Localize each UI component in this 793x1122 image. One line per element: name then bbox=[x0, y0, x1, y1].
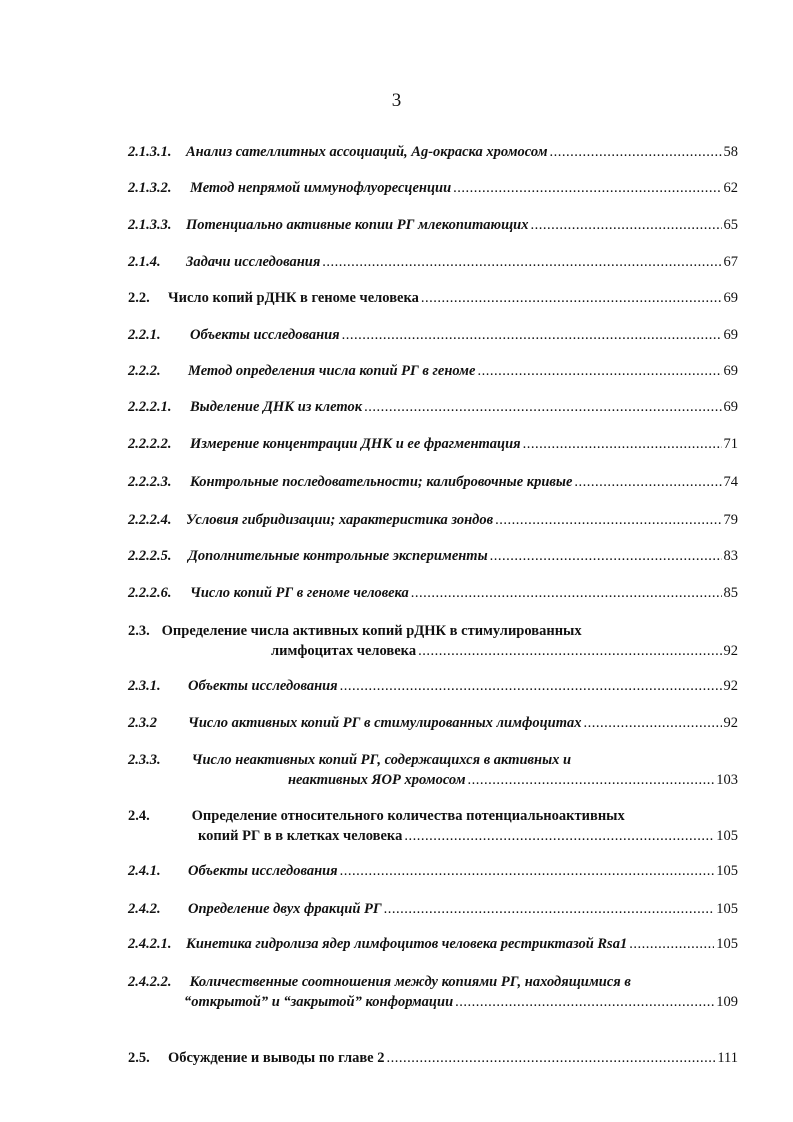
toc-entry-number: 2.4.2.2. bbox=[128, 974, 172, 990]
toc-entry-page: 105 bbox=[716, 901, 738, 917]
toc-entry-title: Объекты исследования bbox=[188, 678, 338, 694]
toc-leader-dots bbox=[523, 434, 722, 454]
toc-entry-2-3-2[interactable] bbox=[128, 713, 738, 733]
toc-entry-2-1-3-2[interactable] bbox=[128, 178, 738, 198]
toc-entry-2-2-2-1[interactable] bbox=[128, 397, 738, 417]
toc-leader-dots bbox=[364, 397, 721, 417]
toc-entry-2-4-1[interactable] bbox=[128, 861, 738, 881]
toc-entry-2-3[interactable] bbox=[128, 621, 738, 661]
toc-entry-page: 69 bbox=[723, 327, 738, 343]
toc-entry-number: 2.2.2.6. bbox=[128, 585, 172, 601]
toc-entry-page: 83 bbox=[723, 548, 738, 564]
toc-entry-title: Объекты исследования bbox=[188, 863, 338, 879]
toc-entry-page: 62 bbox=[723, 180, 738, 196]
toc-leader-dots bbox=[455, 992, 714, 1012]
toc-leader-dots bbox=[490, 546, 722, 566]
toc-entry-page: 85 bbox=[723, 585, 738, 601]
toc-leader-dots bbox=[411, 583, 722, 603]
toc-entry-page: 79 bbox=[723, 512, 738, 528]
toc-entry-title-line1: Определение относительного количества потенциальноактивных bbox=[191, 808, 625, 824]
toc-entry-title: Анализ сателлитных ассоциаций, Ag-окраска хромосом bbox=[186, 144, 548, 160]
toc-entry-page: 103 bbox=[716, 772, 738, 788]
toc-entry-2-5[interactable] bbox=[128, 1048, 738, 1068]
toc-entry-number: 2.2.2.4. bbox=[128, 512, 172, 528]
toc-entry-number: 2.2. bbox=[128, 290, 150, 306]
toc-entry-page: 69 bbox=[723, 290, 738, 306]
toc-leader-dots bbox=[342, 325, 722, 345]
toc-entry-page: 67 bbox=[723, 254, 738, 270]
toc-leader-dots bbox=[495, 510, 721, 530]
toc-entry-title-line1: Количественные соотношения между копиями РГ, находящимися в bbox=[189, 974, 631, 990]
toc-entry-number: 2.2.2.3. bbox=[128, 474, 172, 490]
toc-leader-dots bbox=[322, 252, 721, 272]
toc-entry-number: 2.2.2.2. bbox=[128, 436, 172, 452]
toc-entry-page: 71 bbox=[723, 436, 738, 452]
toc-leader-dots bbox=[468, 770, 715, 790]
toc-entry-page: 92 bbox=[723, 715, 738, 731]
toc-entry-page: 105 bbox=[716, 863, 738, 879]
toc-leader-dots bbox=[574, 472, 721, 492]
toc-entry-title: Число копий РГ в геноме человека bbox=[190, 585, 409, 601]
toc-entry-2-4-2-2[interactable] bbox=[128, 972, 738, 1012]
toc-entry-title: Метод определения числа копий РГ в геноме bbox=[188, 363, 476, 379]
toc-entry-2-4[interactable] bbox=[128, 806, 738, 846]
toc-entry-page: 58 bbox=[723, 144, 738, 160]
toc-entry-2-1-3-1[interactable] bbox=[128, 142, 738, 162]
toc-entry-title: Дополнительные контрольные эксперименты bbox=[188, 548, 488, 564]
toc-entry-2-4-2-1[interactable] bbox=[128, 934, 738, 954]
toc-entry-2-3-3[interactable] bbox=[128, 750, 738, 790]
toc-entry-number: 2.1.3.3. bbox=[128, 217, 172, 233]
toc-leader-dots bbox=[386, 1048, 715, 1068]
toc-entry-2-2-2-3[interactable] bbox=[128, 472, 738, 492]
toc-entry-page: 69 bbox=[723, 363, 738, 379]
toc-entry-page: 74 bbox=[723, 474, 738, 490]
toc-leader-dots bbox=[384, 899, 715, 919]
toc-entry-page: 111 bbox=[717, 1050, 738, 1066]
toc-entry-number: 2.2.1. bbox=[128, 327, 161, 343]
toc-leader-dots bbox=[584, 713, 722, 733]
toc-entry-title: Число копий рДНК в геноме человека bbox=[168, 290, 419, 306]
toc-entry-title: копий РГ в в клетках человека bbox=[198, 828, 403, 844]
toc-entry-number: 2.1.3.1. bbox=[128, 144, 172, 160]
toc-leader-dots bbox=[418, 641, 721, 661]
toc-entry-2-2-2-5[interactable] bbox=[128, 546, 738, 566]
toc-entry-title: “открытой” и “закрытой” конформации bbox=[184, 994, 454, 1010]
toc-entry-page: 92 bbox=[723, 643, 738, 659]
toc-entry-title: Потенциально активные копии РГ млекопитающих bbox=[186, 217, 529, 233]
toc-entry-number: 2.3. bbox=[128, 623, 150, 639]
toc-entry-number: 2.2.2.1. bbox=[128, 399, 172, 415]
toc-entry-2-2-2[interactable] bbox=[128, 361, 738, 381]
toc-entry-title: Задачи исследования bbox=[186, 254, 321, 270]
toc-entry-title: Выделение ДНК из клеток bbox=[190, 399, 363, 415]
toc-entry-2-2-2-2[interactable] bbox=[128, 434, 738, 454]
toc-entry-number: 2.2.2. bbox=[128, 363, 161, 379]
toc-entry-number: 2.2.2.5. bbox=[128, 548, 172, 564]
toc-entry-2-2-1[interactable] bbox=[128, 325, 738, 345]
toc-entry-number: 2.3.1. bbox=[128, 678, 161, 694]
toc-leader-dots bbox=[629, 934, 714, 954]
toc-entry-title: Определение двух фракций РГ bbox=[188, 901, 382, 917]
toc-entry-number: 2.3.2 bbox=[128, 715, 157, 731]
toc-entry-number: 2.1.3.2. bbox=[128, 180, 172, 196]
toc-entry-2-3-1[interactable] bbox=[128, 676, 738, 696]
toc-leader-dots bbox=[421, 288, 722, 308]
toc-leader-dots bbox=[453, 178, 721, 198]
toc-leader-dots bbox=[340, 676, 722, 696]
toc-entry-title: Кинетика гидролиза ядер лимфоцитов человека рестриктазой Rsa1 bbox=[186, 936, 628, 952]
toc-entry-title: неактивных ЯОР хромосом bbox=[288, 772, 466, 788]
toc-entry-title-line1: Определение числа активных копий рДНК в стимулированных bbox=[161, 623, 582, 639]
toc-entry-number: 2.5. bbox=[128, 1050, 150, 1066]
toc-entry-2-2-2-6[interactable] bbox=[128, 583, 738, 603]
toc-entry-title: Число активных копий РГ в стимулированных лимфоцитах bbox=[188, 715, 582, 731]
toc-leader-dots bbox=[530, 215, 721, 235]
toc-entry-number: 2.4.2. bbox=[128, 901, 161, 917]
toc-entry-page: 92 bbox=[723, 678, 738, 694]
toc-leader-dots bbox=[550, 142, 722, 162]
toc-entry-number: 2.4.1. bbox=[128, 863, 161, 879]
toc-entry-number: 2.1.4. bbox=[128, 254, 161, 270]
toc-entry-2-2-2-4[interactable] bbox=[128, 510, 738, 530]
toc-entry-number: 2.4.2.1. bbox=[128, 936, 172, 952]
toc-entry-page: 105 bbox=[716, 828, 738, 844]
toc-entry-title: Измерение концентрации ДНК и ее фрагментация bbox=[190, 436, 521, 452]
toc-entry-title: Метод непрямой иммунофлуоресценции bbox=[190, 180, 452, 196]
toc-entry-number: 2.3.3. bbox=[128, 752, 161, 768]
toc-leader-dots bbox=[404, 826, 714, 846]
toc-entry-title: Обсуждение и выводы по главе 2 bbox=[168, 1050, 385, 1066]
toc-entry-2-4-2[interactable] bbox=[128, 899, 738, 919]
toc-entry-number: 2.4. bbox=[128, 808, 150, 824]
toc-entry-page: 105 bbox=[716, 936, 738, 952]
toc-entry-title: Контрольные последовательности; калибровочные кривые bbox=[190, 474, 573, 490]
toc-entry-page: 69 bbox=[723, 399, 738, 415]
toc-leader-dots bbox=[340, 861, 715, 881]
toc-entry-title-line1: Число неактивных копий РГ, содержащихся в активных и bbox=[191, 752, 572, 768]
toc-leader-dots bbox=[477, 361, 721, 381]
toc-entry-2-1-4[interactable] bbox=[128, 252, 738, 272]
toc-entry-2-2[interactable] bbox=[128, 288, 738, 308]
toc-entry-page: 109 bbox=[716, 994, 738, 1010]
toc-entry-title: Условия гибридизации; характеристика зондов bbox=[186, 512, 494, 528]
toc-entry-title: лимфоцитах человека bbox=[271, 643, 417, 659]
toc-entry-page: 65 bbox=[723, 217, 738, 233]
toc-entry-2-1-3-3[interactable] bbox=[128, 215, 738, 235]
page-number: 3 bbox=[391, 90, 402, 111]
toc-entry-title: Объекты исследования bbox=[190, 327, 340, 343]
